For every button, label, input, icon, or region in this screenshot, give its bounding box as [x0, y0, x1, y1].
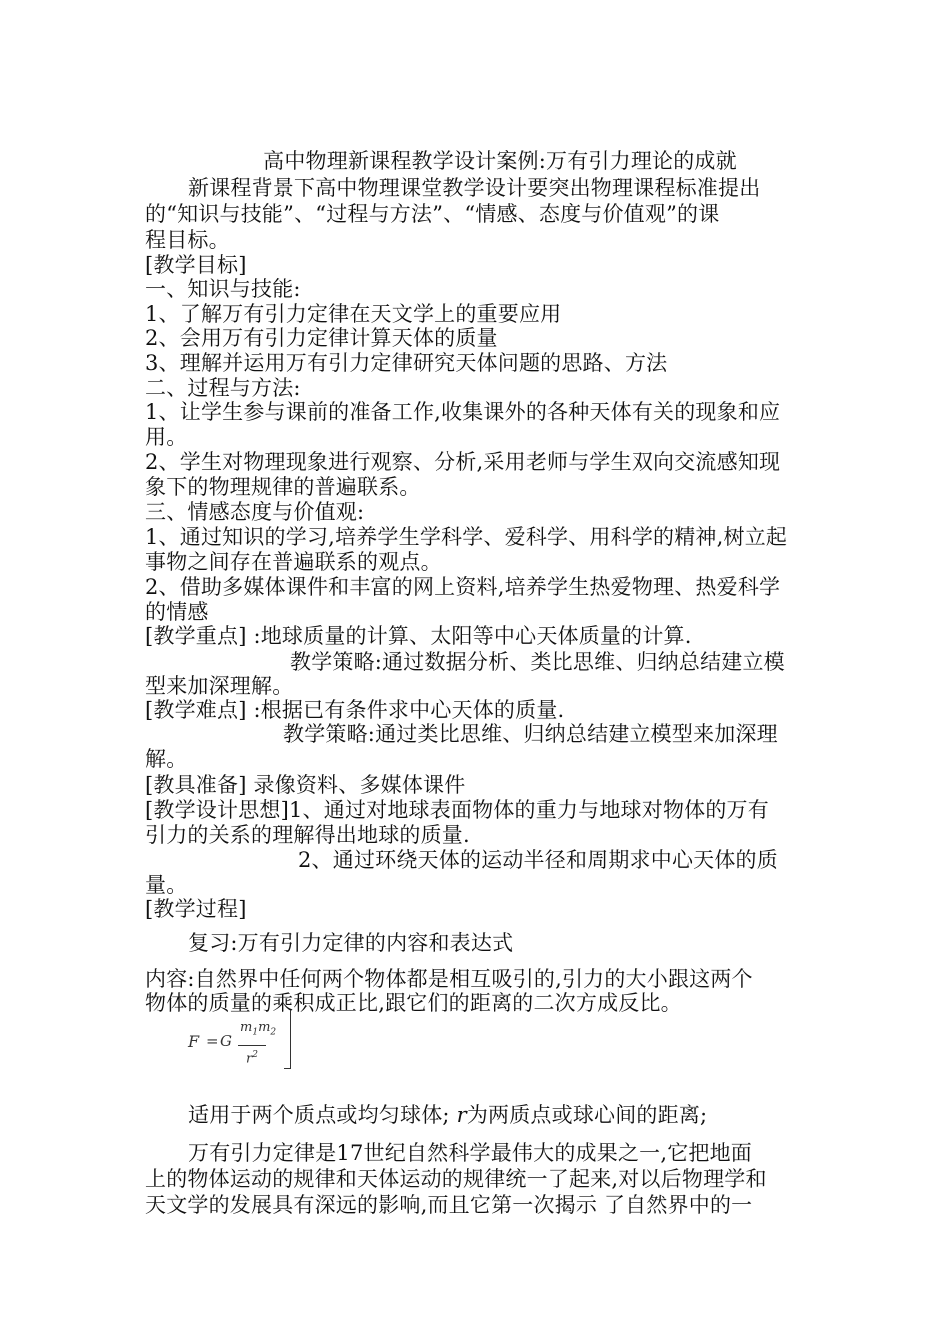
key-point-line: [教学重点] :地球质量的计算、太阳等中心天体质量的计算.	[145, 624, 692, 648]
difficulty-strategy-cont: 解。	[145, 747, 188, 771]
section-heading: 三、情感态度与价值观:	[145, 500, 365, 524]
formula-numerator: $m_1m_2$	[240, 1020, 277, 1038]
variable-r: r	[456, 1103, 467, 1127]
intro-line: 的“知识与技能”、“过程与方法”、“情感、态度与价值观”的课	[145, 202, 720, 226]
closing-line: 上的物体运动的规律和天体运动的规律统一了起来,对以后物理学和	[145, 1167, 767, 1191]
closing-line: 万有引力定律是17世纪自然科学最伟大的成果之一,它把地面	[188, 1141, 752, 1165]
intro-line: 程目标。	[145, 228, 230, 252]
formula-force: F	[188, 1032, 200, 1051]
applicable-line: 适用于两个质点或均匀球体; r为两质点或球心间的距离;	[188, 1103, 708, 1127]
design-line: 量。	[145, 873, 188, 897]
design-line: 引力的关系的理解得出地球的质量.	[145, 823, 470, 847]
design-line: [教学设计思想]1、通过对地球表面物体的重力与地球对物体的万有	[145, 798, 769, 822]
tools-line: [教具准备] 录像资料、多媒体课件	[145, 773, 466, 797]
content-line: 物体的质量的乘积成正比,跟它们的距离的二次方成反比。	[145, 991, 682, 1015]
list-item: 的情感	[145, 600, 209, 624]
list-item: 2、学生对物理现象进行观察、分析,采用老师与学生双向交流感知现	[145, 450, 781, 474]
list-item: 2、会用万有引力定律计算天体的质量	[145, 326, 498, 350]
list-item: 1、了解万有引力定律在天文学上的重要应用	[145, 302, 562, 326]
formula-fraction-bar	[238, 1045, 266, 1046]
design-line: 2、通过环绕天体的运动半径和周期求中心天体的质	[298, 848, 778, 872]
goals-heading: [教学目标]	[145, 253, 247, 277]
review-line: 复习:万有引力定律的内容和表达式	[188, 931, 514, 955]
list-item: 1、通过知识的学习,培养学生学科学、爱科学、用科学的精神,树立起	[145, 525, 788, 549]
list-item: 象下的物理规律的普遍联系。	[145, 475, 421, 499]
key-point-strategy-cont: 型来加深理解。	[145, 674, 294, 698]
content-line: 内容:自然界中任何两个物体都是相互吸引的,引力的大小跟这两个	[145, 967, 753, 991]
formula-constant: G	[220, 1032, 232, 1050]
closing-line: 天文学的发展具有深远的影响,而且它第一次揭示 了自然界中的一	[145, 1193, 753, 1217]
process-heading: [教学过程]	[145, 897, 247, 921]
formula-bracket	[284, 1010, 291, 1069]
formula-equals: =	[206, 1032, 219, 1050]
list-item: 用。	[145, 425, 188, 449]
list-item: 2、借助多媒体课件和丰富的网上资料,培养学生热爱物理、热爱科学	[145, 575, 781, 599]
list-item: 事物之间存在普遍联系的观点。	[145, 550, 442, 574]
key-point-strategy: 教学策略:通过数据分析、类比思维、归纳总结建立模	[290, 650, 785, 674]
intro-line: 新课程背景下高中物理课堂教学设计要突出物理课程标准提出	[188, 176, 761, 200]
formula-denominator: $r^2$	[246, 1050, 258, 1067]
list-item: 3、理解并运用万有引力定律研究天体问题的思路、方法	[145, 351, 668, 375]
section-heading: 二、过程与方法:	[145, 376, 301, 400]
section-heading: 一、知识与技能:	[145, 277, 301, 301]
gravitation-formula	[188, 1010, 300, 1072]
difficulty-strategy: 教学策略:通过类比思维、归纳总结建立模型来加深理	[283, 722, 778, 746]
difficulty-line: [教学难点] :根据已有条件求中心天体的质量.	[145, 698, 565, 722]
document-title: 高中物理新课程教学设计案例:万有引力理论的成就	[263, 149, 737, 173]
list-item: 1、让学生参与课前的准备工作,收集课外的各种天体有关的现象和应	[145, 400, 781, 424]
